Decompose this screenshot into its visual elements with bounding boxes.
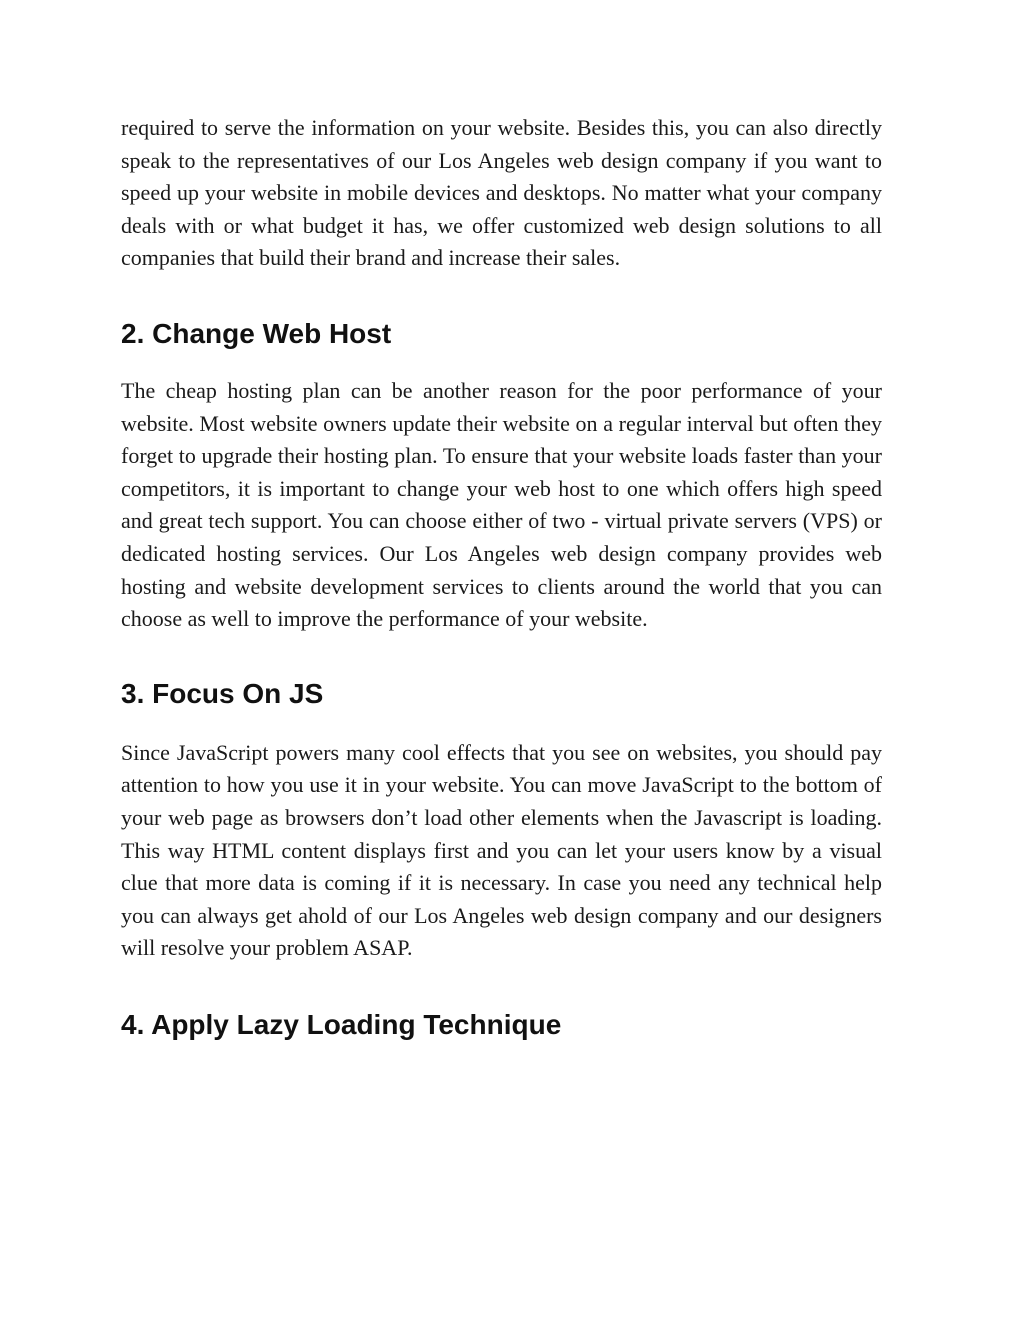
section-body-focus-on-js: Since JavaScript powers many cool effects that you see on websites, you should pay attention to how you use it in your website. You can move JavaScript to the bottom of your web page as browsers don’t load other elements when the Javascript is loading. This way HTML content displays first and you can let your users know by a visual clue that more data is coming if it is necessary. In case you need any technical help you can always get ahold of our Los Angeles web design company and our designers will resolve your problem ASAP. xyxy=(121,739,882,961)
document-page xyxy=(121,112,882,1042)
section-heading-lazy-loading: 4. Apply Lazy Loading Technique xyxy=(121,1008,562,1040)
intro-paragraph: required to serve the information on your website. Besides this, you can also directly speak to the representatives of our Los Angeles web design company if you want to speed up your website in mobile devices and desktops. No matter what your company deals with or what budget it has, we offer customized web design solutions to all companies that build their brand and increase their sales. xyxy=(121,115,882,271)
section-heading-change-web-host: 2. Change Web Host xyxy=(121,317,392,349)
section-body-change-web-host: The cheap hosting plan can be another reason for the poor performance of your website. Most website owners update their website on a regular interval but often they forget to upgrade their hosting plan. To ensure that your website loads faster than your competitors, it is important to change your web host to one which offers high speed and great tech support. You can choose either of two - virtual private servers (VPS) or dedicated hosting services. Our Los Angeles web design company provides web hosting and website development services to clients around the world that you can choose as well to improve the performance of your website. xyxy=(121,377,882,632)
section-heading-focus-on-js: 3. Focus On JS xyxy=(121,677,324,709)
